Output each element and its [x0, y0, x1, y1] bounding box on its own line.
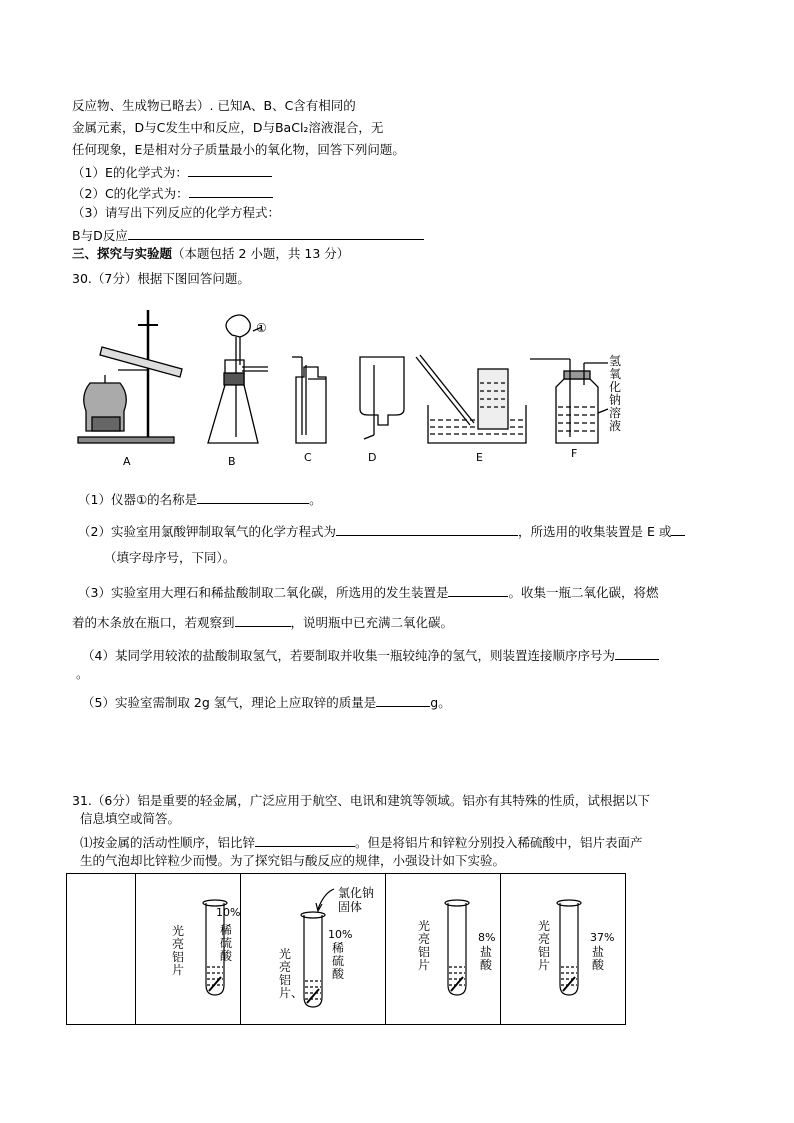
- q31-line-3: ⑴按金属的活动性顺序，铝比锌 。但是将铝片和锌粒分别投入稀硫酸中，铝片表面产: [80, 832, 643, 852]
- q30-p1: （1）仪器①的名称是 。: [78, 489, 322, 509]
- tube1-left-label: 光亮铝片: [172, 924, 185, 977]
- answer-blank[interactable]: [235, 612, 291, 627]
- q30-p5: （5）实验室需制取 2g 氢气，理论上应取锌的质量是 g。: [82, 692, 451, 712]
- intro-line-1: 反应物、生成物已略去）. 已知A、B、C含有相同的: [72, 98, 356, 113]
- q31-line-2: 信息填空或简答。: [80, 811, 181, 826]
- intro-q3b: B与D反应: [72, 225, 424, 245]
- answer-blank[interactable]: [189, 183, 273, 198]
- q30-p4-end: 。: [76, 666, 89, 681]
- apparatus-d: [360, 357, 404, 439]
- q31-line-1: 31.（6分）铝是重要的轻金属，广泛应用于航空、电讯和建筑等领域。铝亦有其特殊的性质，试根据以下: [72, 793, 650, 808]
- tube4-pct: 37%: [590, 931, 615, 944]
- apparatus-label-f: F: [571, 447, 578, 460]
- apparatus-c: [292, 357, 326, 443]
- answer-blank[interactable]: [188, 162, 272, 177]
- answer-blank[interactable]: [448, 582, 508, 597]
- answer-blank[interactable]: [615, 645, 659, 660]
- q31-line-4: 生的气泡却比锌粒少而慢。为了探究铝与酸反应的规律，小强设计如下实验。: [80, 853, 506, 868]
- tube3-left-label: 光亮铝片: [418, 919, 431, 972]
- apparatus-e: [416, 355, 526, 443]
- intro-line-3: 任何现象，E是相对分子质量最小的氧化物，回答下列问题。: [72, 142, 405, 157]
- apparatus-label-a: A: [123, 455, 131, 468]
- intro-q1: （1）E的化学式为：: [72, 162, 272, 182]
- apparatus-label-d: D: [368, 451, 377, 464]
- apparatus-label-b: B: [228, 455, 236, 468]
- apparatus-f: [530, 359, 608, 443]
- intro-q2: （2）C的化学式为：: [72, 183, 273, 203]
- tube2-solid: 氯化钠固体: [338, 886, 375, 914]
- q30-p4: （4）某同学用较浓的盐酸制取氢气，若要制取并收集一瓶较纯净的氢气，则装置连接顺序序号为: [82, 645, 659, 665]
- tube2-pct: 10%: [328, 928, 353, 941]
- tube1-acid: 稀硫酸: [220, 923, 233, 963]
- apparatus-a: [78, 310, 182, 443]
- tube1-pct: 10%: [216, 906, 241, 919]
- tube2-left-label: 光亮铝片、: [279, 947, 304, 1000]
- answer-blank[interactable]: [336, 521, 518, 536]
- q30-p2: （2）实验室用氯酸钾制取氧气的化学方程式为 ，所选用的收集装置是 E 或: [78, 521, 685, 541]
- answer-blank[interactable]: [255, 832, 355, 847]
- intro-line-2: 金属元素，D与C发生中和反应，D与BaCl₂溶液混合，无: [72, 120, 384, 135]
- apparatus-label-c: C: [304, 451, 312, 464]
- tube4-acid: 盐酸: [592, 945, 605, 972]
- apparatus-label-e: E: [476, 451, 483, 464]
- tube2-acid: 稀硫酸: [332, 941, 345, 981]
- instrument-marker: ①: [256, 321, 267, 335]
- tube4-left-label: 光亮铝片: [538, 919, 551, 972]
- naoh-label: 氢 氧 化 钠 溶 液: [609, 354, 622, 433]
- tube3-acid: 盐酸: [480, 945, 493, 972]
- answer-blank[interactable]: [671, 521, 685, 536]
- answer-blank[interactable]: [376, 692, 430, 707]
- answer-blank[interactable]: [128, 225, 424, 240]
- tube3-pct: 8%: [478, 931, 496, 944]
- q30-title: 30.（7分）根据下图回答问题。: [72, 271, 250, 286]
- q30-p3: （3）实验室用大理石和稀盐酸制取二氧化碳，所选用的发生装置是 。收集一瓶二氧化碳，将燃: [78, 582, 658, 602]
- apparatus-figure: [70, 305, 640, 470]
- answer-blank[interactable]: [197, 489, 309, 504]
- q30-p2-cont: （填字母序号，下同）。: [104, 550, 236, 565]
- q30-p3-cont: 着的木条放在瓶口，若观察到 ，说明瓶中已充满二氧化碳。: [72, 612, 453, 632]
- section-heading: 三、探究与实验题（本题包括 2 小题，共 13 分）: [72, 246, 350, 261]
- intro-q3: （3）请写出下列反应的化学方程式：: [72, 205, 280, 220]
